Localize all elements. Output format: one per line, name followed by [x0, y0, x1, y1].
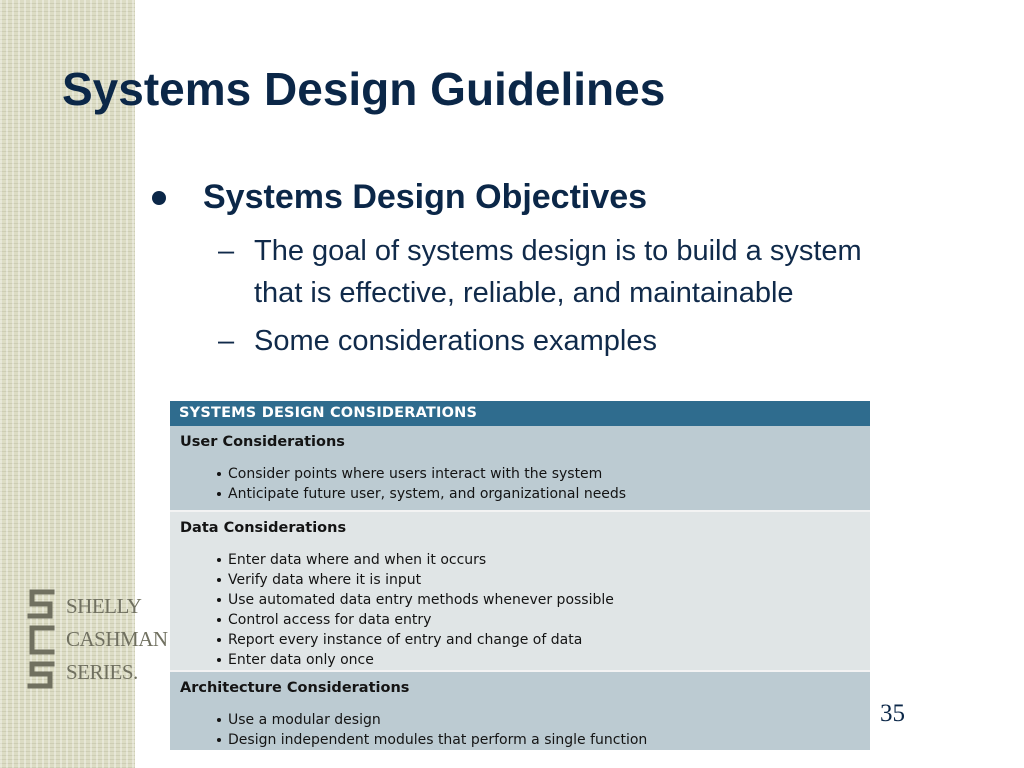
logo-wordmark: [66, 590, 168, 689]
list-item: Enter data where and when it occurs: [228, 550, 870, 570]
table-section-data: [170, 512, 870, 672]
section-title: Data Considerations: [180, 520, 347, 536]
logo-word: SERIES.: [66, 660, 138, 684]
logo-word: SHELLY: [66, 594, 142, 618]
scs-logo-mark-icon: [24, 586, 58, 692]
slide-title: Systems Design Guidelines: [62, 63, 666, 115]
section-items: [180, 710, 870, 750]
list-item: Use automated data entry methods whenever possible: [228, 590, 870, 610]
table-header: SYSTEMS DESIGN CONSIDERATIONS: [170, 401, 870, 426]
list-item: Control access for data entry: [228, 610, 870, 630]
list-item: Enter data only once: [228, 650, 870, 670]
dash-icon: –: [218, 235, 235, 267]
section-items: [180, 464, 870, 504]
main-bullet: [152, 178, 647, 217]
sub-bullet-text: [254, 230, 862, 314]
sub-bullet-examples: [218, 320, 657, 362]
page-number: 35: [880, 700, 905, 727]
sub-bullet-text: Some considerations examples: [254, 325, 657, 357]
sub-bullet-goal: [218, 230, 862, 314]
list-item: Anticipate future user, system, and organizational needs: [228, 484, 870, 504]
bullet-dot-icon: [152, 191, 166, 205]
section-title: User Considerations: [180, 434, 345, 450]
section-items: [180, 550, 870, 670]
list-item: Consider points where users interact with the system: [228, 464, 870, 484]
list-item: Design independent modules that perform a single function: [228, 730, 870, 750]
publisher-logo: [24, 586, 168, 696]
list-item: Verify data where it is input: [228, 570, 870, 590]
dash-icon: –: [218, 325, 235, 357]
sub-bullet-line: that is effective, reliable, and maintainable: [254, 277, 794, 309]
logo-word: CASHMAN: [66, 627, 168, 651]
main-bullet-text: Systems Design Objectives: [203, 178, 648, 216]
list-item: Use a modular design: [228, 710, 870, 730]
list-item: Report every instance of entry and change of data: [228, 630, 870, 650]
table-section-architecture: [170, 672, 870, 750]
sub-bullet-line: The goal of systems design is to build a system: [254, 235, 862, 267]
table-section-user: [170, 426, 870, 512]
considerations-table: [170, 401, 870, 750]
section-title: Architecture Considerations: [180, 680, 410, 696]
